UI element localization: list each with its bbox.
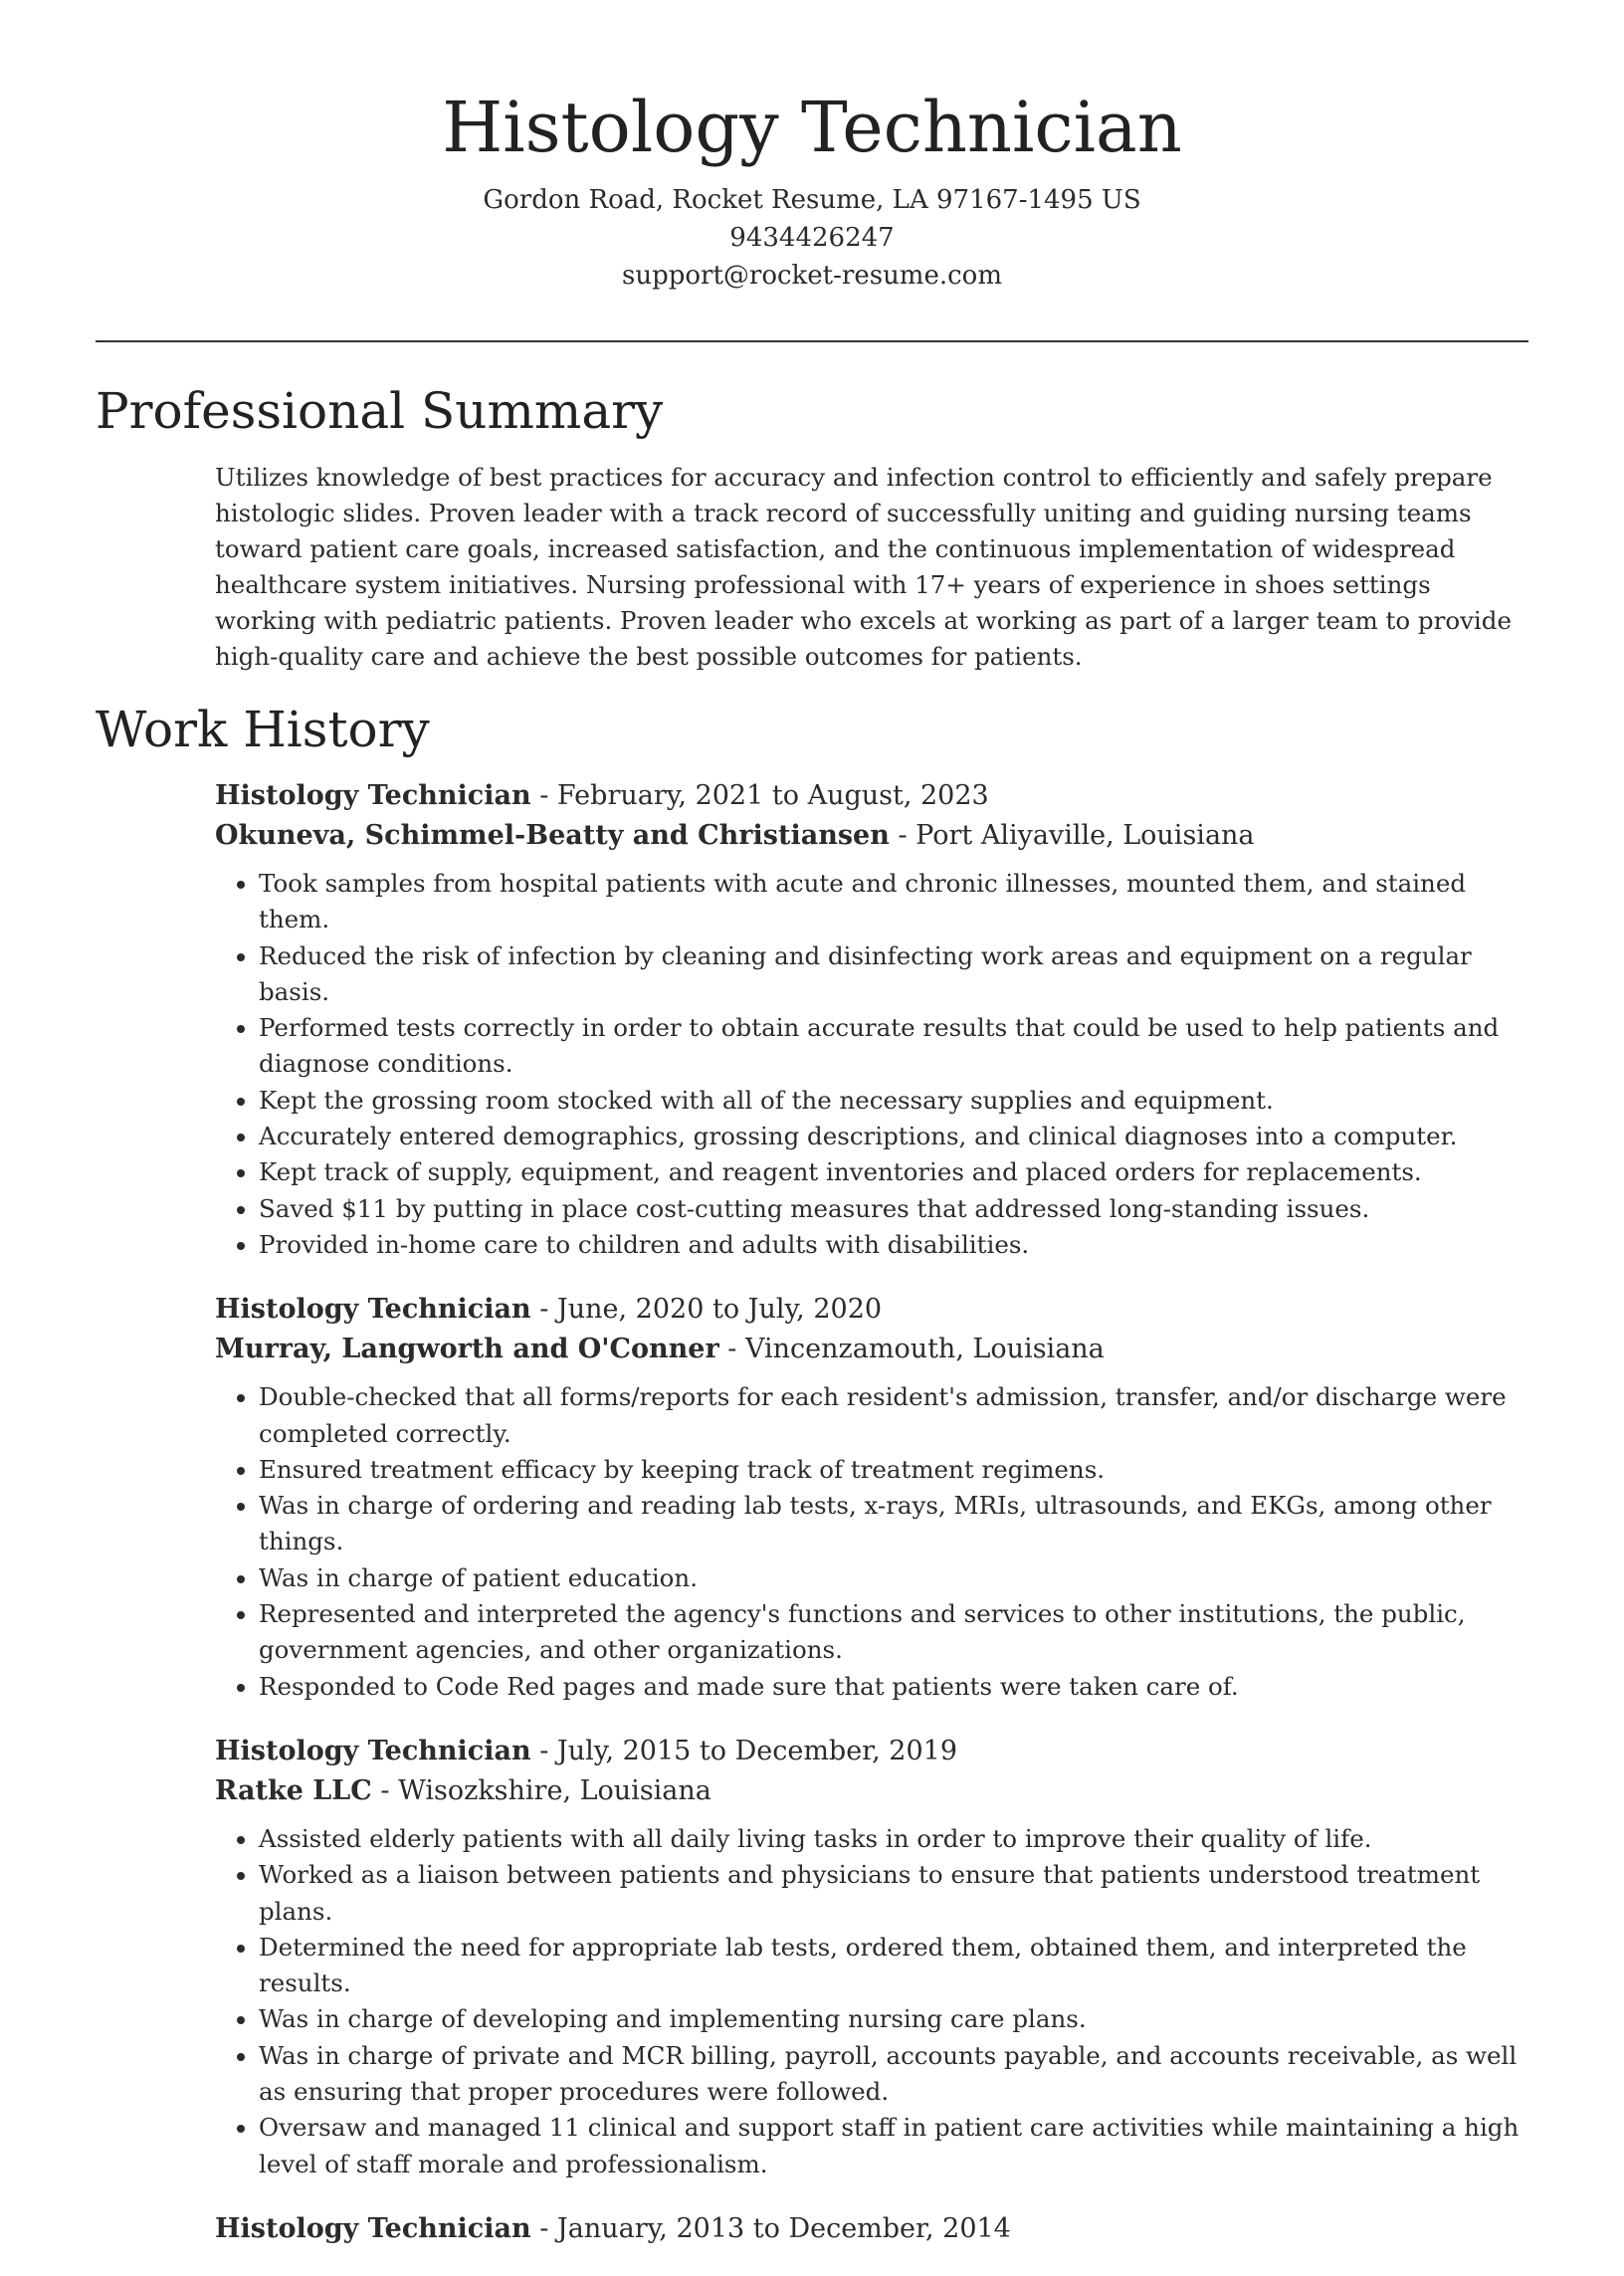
job-dates: - February, 2021 to August, 2023 [530,780,989,811]
job-dates: - June, 2020 to July, 2020 [530,1294,883,1326]
job-duty: • Was in charge of ordering and reading lab tests, x-rays, MRIs, ultrasounds, and EKGs, among other things. [259,1488,1528,1560]
job-duty: • Accurately entered demographics, grossing descriptions, and clinical diagnoses into a computer. [259,1119,1528,1154]
candidate-title: Histology Technician [442,87,1182,168]
contact-block [96,181,1528,295]
job-duties [215,1379,1528,1705]
job-company: Ratke LLC [215,1774,372,1806]
job-duty: • Was in charge of developing and implementing nursing care plans. [259,2001,1528,2037]
job-role: Histology Technician [215,780,531,811]
job-duty: • Performed tests correctly in order to obtain accurate results that could be used to help patients and diagnose conditions. [259,1010,1528,1083]
job-dates: - July, 2015 to December, 2019 [530,1735,958,1766]
job-entry [215,1290,1528,1705]
job-duties [215,1821,1528,2182]
job-title-line [215,2209,1528,2249]
job-role: Histology Technician [215,2212,531,2244]
job-duty: • Represented and interpreted the agency's functions and services to other institutions, the public, government agencies, and other organizations. [259,1596,1528,1669]
job-duty: • Assisted elderly patients with all daily living tasks in order to improve their quality of life. [259,1821,1528,1857]
job-duty: • Was in charge of private and MCR billing, payroll, accounts payable, and accounts receivable, as well as ensuring that proper procedures were followed. [259,2038,1528,2111]
job-duty: • Saved $11 by putting in place cost-cutting measures that addressed long-standing issues. [259,1191,1528,1227]
job-duty: • Double-checked that all forms/reports for each resident's admission, transfer, and/or discharge were completed correctly. [259,1379,1528,1452]
job-duty: • Ensured treatment efficacy by keeping track of treatment regimens. [259,1452,1528,1488]
job-duty: • Provided in-home care to children and adults with disabilities. [259,1227,1528,1263]
job-role: Histology Technician [215,1294,531,1326]
job-duties [215,866,1528,1263]
resume-header [96,84,1528,295]
job-entry [215,776,1528,1263]
job-company-line [215,816,1528,856]
job-duty: • Took samples from hospital patients with acute and chronic illnesses, mounted them, and stained them. [259,866,1528,938]
job-duty: • Worked as a liaison between patients and physicians to ensure that patients understood treatment plans. [259,1857,1528,1930]
contact-address: Gordon Road, Rocket Resume, LA 97167-1495 US [483,185,1141,215]
contact-phone: 9434426247 [729,223,895,253]
job-dates: - January, 2013 to December, 2014 [530,2212,1011,2244]
summary-heading: Professional Summary [96,382,664,440]
header-divider [96,340,1528,342]
job-title-line [215,776,1528,816]
job-role: Histology Technician [215,1735,531,1766]
work-history-heading: Work History [96,701,430,758]
job-duty: • Kept the grossing room stocked with all of the necessary supplies and equipment. [259,1083,1528,1119]
summary-text: Utilizes knowledge of best practices for accuracy and infection control to efficiently and safely prepare histologic slides. Proven leader with a track record of successfully uniting and guiding nursing teams toward patient care goals, increased satisfaction, and the continuous implementation of widespread healthcare system initiatives. Nursing professional with 17+ years of experience in shoes settings working with pediatric patients. Proven leader who excels at working as part of a larger team to provide high-quality care and achieve the best possible outcomes for patients. [215,463,1512,671]
job-duty: • Was in charge of patient education. [259,1560,1528,1596]
job-title-line [215,1732,1528,1771]
job-duty: • Reduced the risk of infection by cleaning and disinfecting work areas and equipment on a regular basis. [259,938,1528,1011]
job-company-line [215,1771,1528,1811]
job-title-line [215,1290,1528,1330]
work-history-list [215,776,1528,2276]
job-location: - Vincenzamouth, Louisiana [718,1334,1105,1365]
job-entry [215,2209,1528,2249]
job-company: Murray, Langworth and O'Conner [215,1334,719,1365]
job-location: - Port Aliyaville, Louisiana [889,820,1255,851]
contact-email: support@rocket-resume.com [621,261,1002,291]
job-location: - Wisozkshire, Louisiana [371,1774,711,1806]
job-company-line [215,1330,1528,1369]
job-duty: • Oversaw and managed 11 clinical and support staff in patient care activities while maintaining a high level of staff morale and professionalism. [259,2110,1528,2182]
job-company: Okuneva, Schimmel-Beatty and Christiansen [215,820,890,851]
job-duty: • Determined the need for appropriate lab tests, ordered them, obtained them, and interpreted the results. [259,1930,1528,2002]
job-duty: • Responded to Code Red pages and made sure that patients were taken care of. [259,1669,1528,1705]
job-entry [215,1732,1528,2182]
job-duty: • Kept track of supply, equipment, and reagent inventories and placed orders for replacements. [259,1154,1528,1190]
